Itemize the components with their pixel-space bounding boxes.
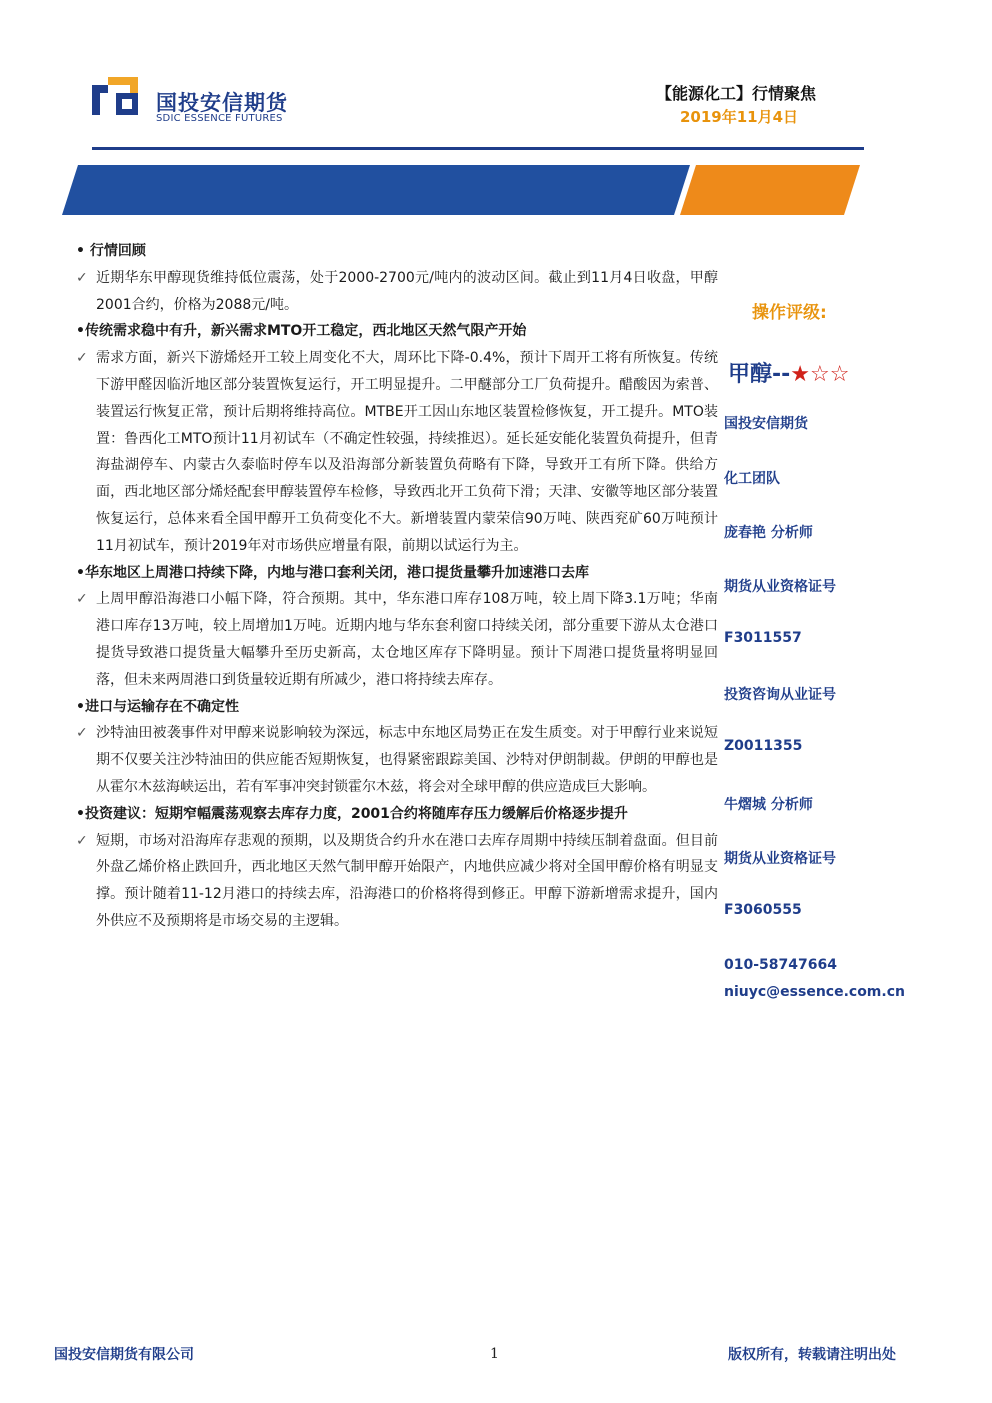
section-investment-advice xyxy=(76,801,718,935)
report-title: 【能源化工】行情聚焦 xyxy=(656,84,817,103)
section-heading: •投资建议：短期窄幅震荡观察去库存力度，2001合约将随库存压力缓解后价格逐步提升 xyxy=(76,805,628,822)
sidebar-consult-1: Z0011355 xyxy=(724,738,803,754)
section-paragraph: ✓ 沙特油田被袭事件对甲醇来说影响较为深远，标志中东地区局势正在发生质变。对于甲醇行业来说短期不仅要关注沙特油田的供应能否短期恢复，也得紧密跟踪美国、沙特对伊朗制裁。伊朗的甲醇也是从霍尔木兹海峡运出，若有军事冲突封锁霍尔木兹，将会对全球甲醇的供应造成巨大影响。 xyxy=(76,720,718,800)
sidebar-license-label-1: 期货从业资格证号 xyxy=(724,579,836,595)
main-content xyxy=(76,238,718,935)
sidebar-analyst-1: 庞春艳 分析师 xyxy=(724,525,813,541)
check-icon: ✓ xyxy=(76,350,88,367)
footer-company: 国投安信期货有限公司 xyxy=(54,1347,194,1363)
check-icon: ✓ xyxy=(76,269,88,286)
section-paragraph: ✓ 需求方面，新兴下游烯烃开工较上周变化不大，周环比下降-0.4%，预计下周开工将有所恢复。传统下游甲醛因临沂地区部分装置恢复运行，开工明显提升。二甲醚部分工厂负荷提升。醋酸因为索普、装置运行恢复正常，预计后期将维持高位。MTBE开工因山东地区装置检修恢复，开工提升。MTO装置：鲁西化工MTO预计11月初试车（不确定性较强，持续推迟）。延长延安能化装置负荷提升，但青海盐湖停车、内蒙古久泰临时停车以及沿海部分新装置负荷略有下降，导致开工有所下降。供给方面，西北地区部分烯烃配套甲醇装置停车检修，导致西北开工负荷下滑；天津、安徽等地区部分装置恢复运行，总体来看全国甲醇开工负荷变化不大。新增装置内蒙荣信90万吨、陕西兖矿60万吨预计11月初试车，预计2019年对市场供应增量有限，前期以试运行为主。 xyxy=(76,345,718,559)
sidebar-license-1: F3011557 xyxy=(724,630,802,646)
sidebar-email[interactable]: niuyc@essence.com.cn xyxy=(724,984,905,1000)
star-rating-icon: ★☆☆ xyxy=(790,362,850,387)
section-import-transport xyxy=(76,694,718,801)
section-heading: • 行情回顾 xyxy=(76,243,146,259)
check-icon: ✓ xyxy=(76,591,88,608)
rating-product: 甲醇-- xyxy=(728,362,791,387)
sidebar-license-2: F3060555 xyxy=(724,902,802,918)
check-icon: ✓ xyxy=(76,832,88,849)
report-date: 2019年11月4日 xyxy=(680,108,799,126)
logo-name-en: SDIC ESSENCE FUTURES xyxy=(156,113,283,124)
footer-copyright: 版权所有，转载请注明出处 xyxy=(728,1347,896,1363)
headline-tag: 甲醇-行情聚焦 xyxy=(660,18,763,37)
rating-label: 操作评级: xyxy=(752,303,827,323)
logo-mark-icon xyxy=(92,77,138,123)
sidebar-license-label-2: 期货从业资格证号 xyxy=(724,851,836,867)
headline-text: 内地供需稳定，华东地区高库存压力逐渐缓解，价格中枢将上移 xyxy=(86,16,507,34)
section-paragraph: ✓ 近期华东甲醇现货维持低位震荡，处于2000-2700元/吨内的波动区间。截止到11月4日收盘，甲醇2001合约，价格为2088元/吨。 xyxy=(76,265,718,319)
section-heading: •传统需求稳中有升，新兴需求MTO开工稳定，西北地区天然气限产开始 xyxy=(76,323,527,340)
company-logo xyxy=(92,77,322,127)
sidebar-company: 国投安信期货 xyxy=(724,416,808,432)
sidebar-analyst-2: 牛熠城 分析师 xyxy=(724,797,813,813)
section-demand xyxy=(76,318,718,559)
banner-blue-block xyxy=(62,165,690,215)
section-paragraph: ✓ 上周甲醇沿海港口小幅下降，符合预期。其中，华东港口库存108万吨，较上周下降3.1万吨；华南港口库存13万吨，较上周增加1万吨。近期内地与华东套利窗口持续关闭，部分重要下游从太仓港口提货导致港口提货量大幅攀升至历史新高，太仓地区库存下降明显。预计下周港口提货量将明显回落，但未来两周港口到货量较近期有所减少，港口将持续去库存。 xyxy=(76,586,718,693)
section-port-inventory xyxy=(76,560,718,694)
section-paragraph: ✓ 短期，市场对沿海库存悲观的预期，以及期货合约升水在港口去库存周期中持续压制着盘面。但目前外盘乙烯价格止跌回升，西北地区天然气制甲醇开始限产，内地供应减少将对全国甲醇价格有明显支撑。预计随着11-12月港口的持续去库，沿海港口的价格将得到修正。甲醇下游新增需求提升，国内外供应不及预期将是市场交易的主逻辑。 xyxy=(76,828,718,935)
sidebar-team: 化工团队 xyxy=(724,471,780,487)
sidebar-phone: 010-58747664 xyxy=(724,957,837,973)
rating-value xyxy=(728,357,849,388)
page-number: 1 xyxy=(490,1346,499,1362)
headline-banner xyxy=(62,165,862,215)
header-divider xyxy=(92,147,864,150)
section-heading: •进口与运输存在不确定性 xyxy=(76,698,239,715)
section-market-review xyxy=(76,238,718,318)
sidebar-consult-label: 投资咨询从业证号 xyxy=(724,687,836,703)
banner-orange-block xyxy=(680,165,860,215)
logo-name-cn: 国投安信期货 xyxy=(156,91,288,115)
check-icon: ✓ xyxy=(76,725,88,742)
section-heading: •华东地区上周港口持续下降，内地与港口套利关闭，港口提货量攀升加速港口去库 xyxy=(76,564,589,581)
